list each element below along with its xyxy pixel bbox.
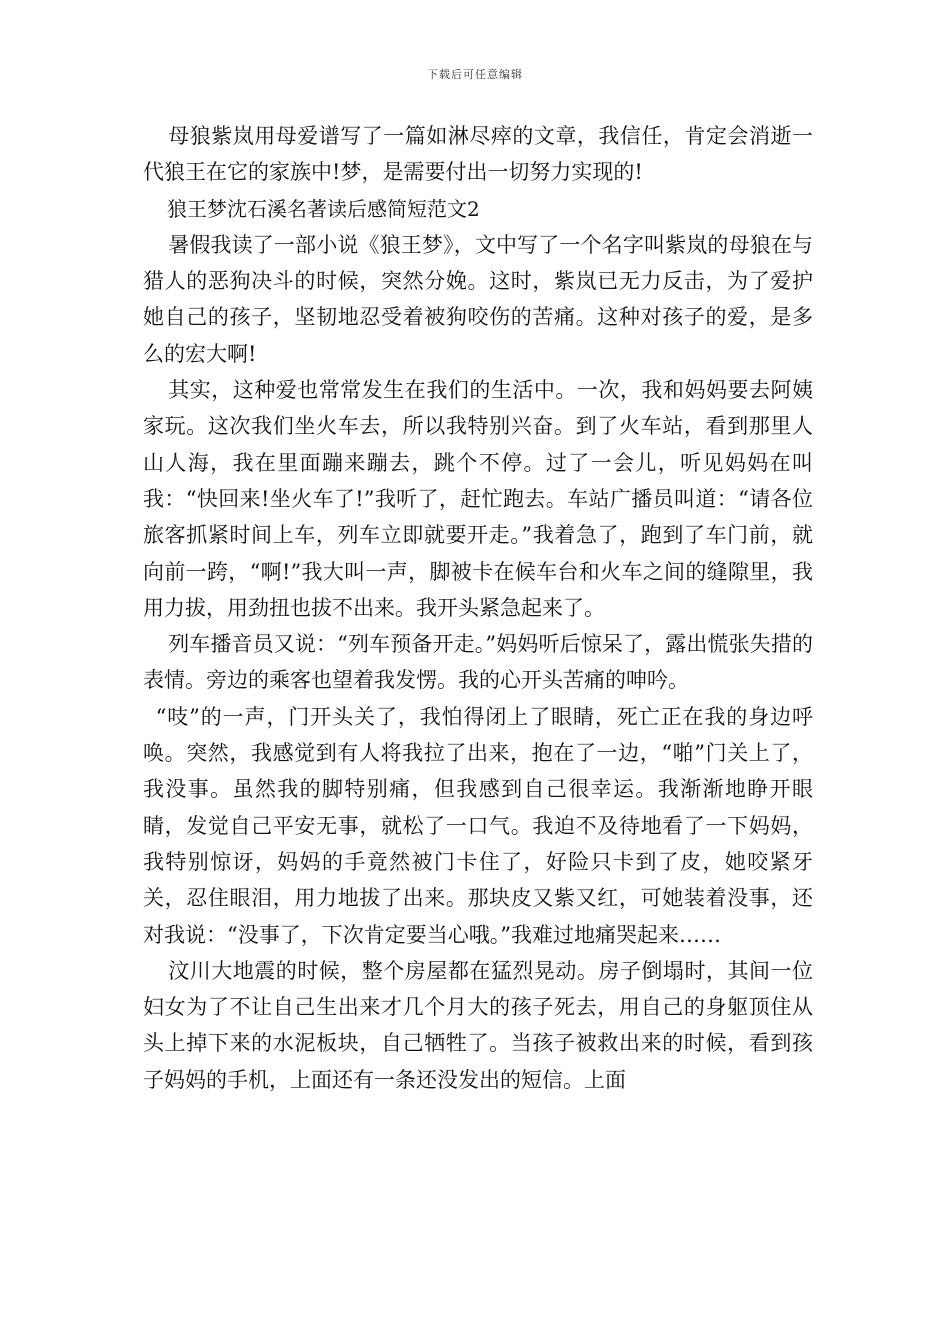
paragraph: “吱”的一声，门开头关了，我怕得闭上了眼睛，死亡正在我的身边呼唤。突然，我感觉到有人将我拉了出来，抱在了一边，“啪”门关上了，我没事。虽然我的脚特别痛，但我感到自己很幸运。我渐渐地睁开眼睛，发觉自己平安无事，就松了一口气。我迫不及待地看了一下妈妈，我特别惊讶，妈妈的手竟然被门卡住了，好险只卡到了皮，她咬紧牙关，忍住眼泪，用力地拔了出来。那块皮又紫又红，可她装着没事，还对我说：“没事了，下次肯定要当心哦。”我难过地痛哭起来…… — [143, 704, 813, 947]
paragraph: 列车播音员又说：“列车预备开走。”妈妈听后惊呆了，露出慌张失措的表情。旁边的乘客也望着我发愣。我的心开头苦痛的呻吟。 — [143, 632, 813, 693]
paragraph: 汶川大地震的时候，整个房屋都在猛烈晃动。房子倒塌时，其间一位妇女为了不让自己生出来才几个月大的孩子死去，用自己的身躯顶住从头上掉下来的水泥板块，自己牺牲了。当孩子被救出来的时候，看到孩子妈妈的手机，上面还有一条还没发出的短信。上面 — [143, 958, 813, 1092]
paragraph: 母狼紫岚用母爱谱写了一篇如淋尽瘁的文章，我信任，肯定会消逝一代狼王在它的家族中!梦，是需要付出一切努力实现的! — [143, 124, 813, 185]
document-body — [143, 118, 813, 1098]
paragraph: 暑假我读了一部小说《狼王梦》，文中写了一个名字叫紫岚的母狼在与猎人的恶狗决斗的时候，突然分娩。这时，紫岚已无力反击，为了爱护她自己的孩子，坚韧地忍受着被狗咬伤的苦痛。这种对孩子的爱，是多么的宏大啊! — [143, 232, 813, 366]
paragraph: 其实，这种爱也常常发生在我们的生活中。一次，我和妈妈要去阿姨家玩。这次我们坐火车去，所以我特别兴奋。到了火车站，看到那里人山人海，我在里面蹦来蹦去，跳个不停。过了一会儿，听见妈妈在叫我：“快回来!坐火车了!”我听了，赶忙跑去。车站广播员叫道：“请各位旅客抓紧时间上车，列车立即就要开走。”我着急了，跑到了车门前，就向前一跨，“啊!”我大叫一声，脚被卡在候车台和火车之间的缝隙里，我用力拔，用劲扭也拔不出来。我开头紧急起来了。 — [143, 378, 813, 620]
header-note: 下载后可任意编辑 — [427, 68, 523, 81]
section-title: 狼王梦沈石溪名著读后感简短范文2 — [167, 196, 480, 221]
